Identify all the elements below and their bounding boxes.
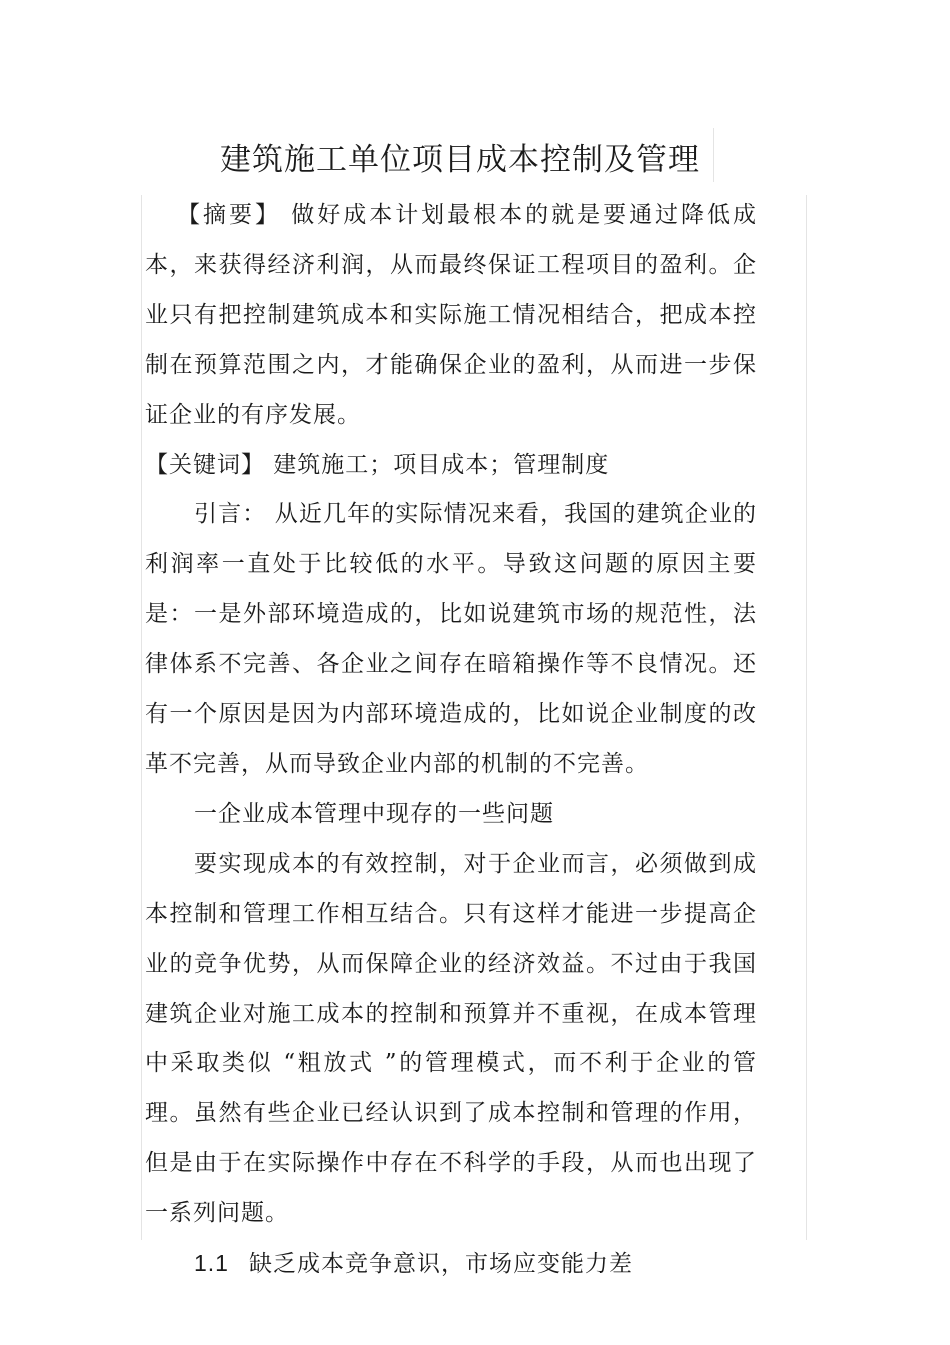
abstract-label: 【摘要】 — [177, 202, 281, 228]
subsection-number: 1.1 — [194, 1250, 229, 1277]
subsection-title: 缺乏成本竞争意识，市场应变能力差 — [248, 1251, 633, 1278]
abstract-text: 做好成本计划最根本的就是要通过降低成本，来获得经济利润，从而最终保证工程项目的盈利。企业只有把控制建筑成本和实际施工情况相结合，把成本控制在预算范围之内，才能确保企业的盈利，从而进一步保证企业的有序发展。 — [145, 202, 758, 428]
subsection-heading — [145, 1239, 757, 1290]
keywords-label: 【关键词】 — [145, 451, 265, 478]
right-margin-line — [806, 195, 807, 1240]
document-body — [145, 191, 757, 1290]
document-title: 建筑施工单位项目成本控制及管理 — [220, 142, 700, 178]
keywords-paragraph — [145, 441, 757, 491]
left-margin-line — [141, 195, 142, 1240]
section-paragraph: 要实现成本的有效控制，对于企业而言，必须做到成本控制和管理工作相互结合。只有这样才能进一步提高企业的竞争优势，从而保障企业的经济效益。不过由于我国建筑企业对施工成本的控制和预算并不重视，在成本管理中采取类似 “粗放式 ”的管理模式，而不利于企业的管理。虽然有些企业已经认识到了成本控制和管理的作用，但是由于在实际操作中存在不科学的手段，从而也出现了一系列问题。 — [145, 850, 757, 1227]
section-heading: 一企业成本管理中现存的一些问题 — [194, 800, 554, 827]
abstract-paragraph — [145, 191, 757, 441]
keywords-text: 建筑施工；项目成本；管理制度 — [265, 451, 610, 478]
introduction-paragraph: 引言： 从近几年的实际情况来看，我国的建筑企业的利润率一直处于比较低的水平。导致这问题的原因主要是：一是外部环境造成的，比如说建筑市场的规范性，法律体系不完善、各企业之间存在暗箱操作等不良情况。还有一个原因是因为内部环境造成的，比如说企业制度的改革不完善，从而导致企业内部的机制的不完善。 — [145, 501, 757, 777]
